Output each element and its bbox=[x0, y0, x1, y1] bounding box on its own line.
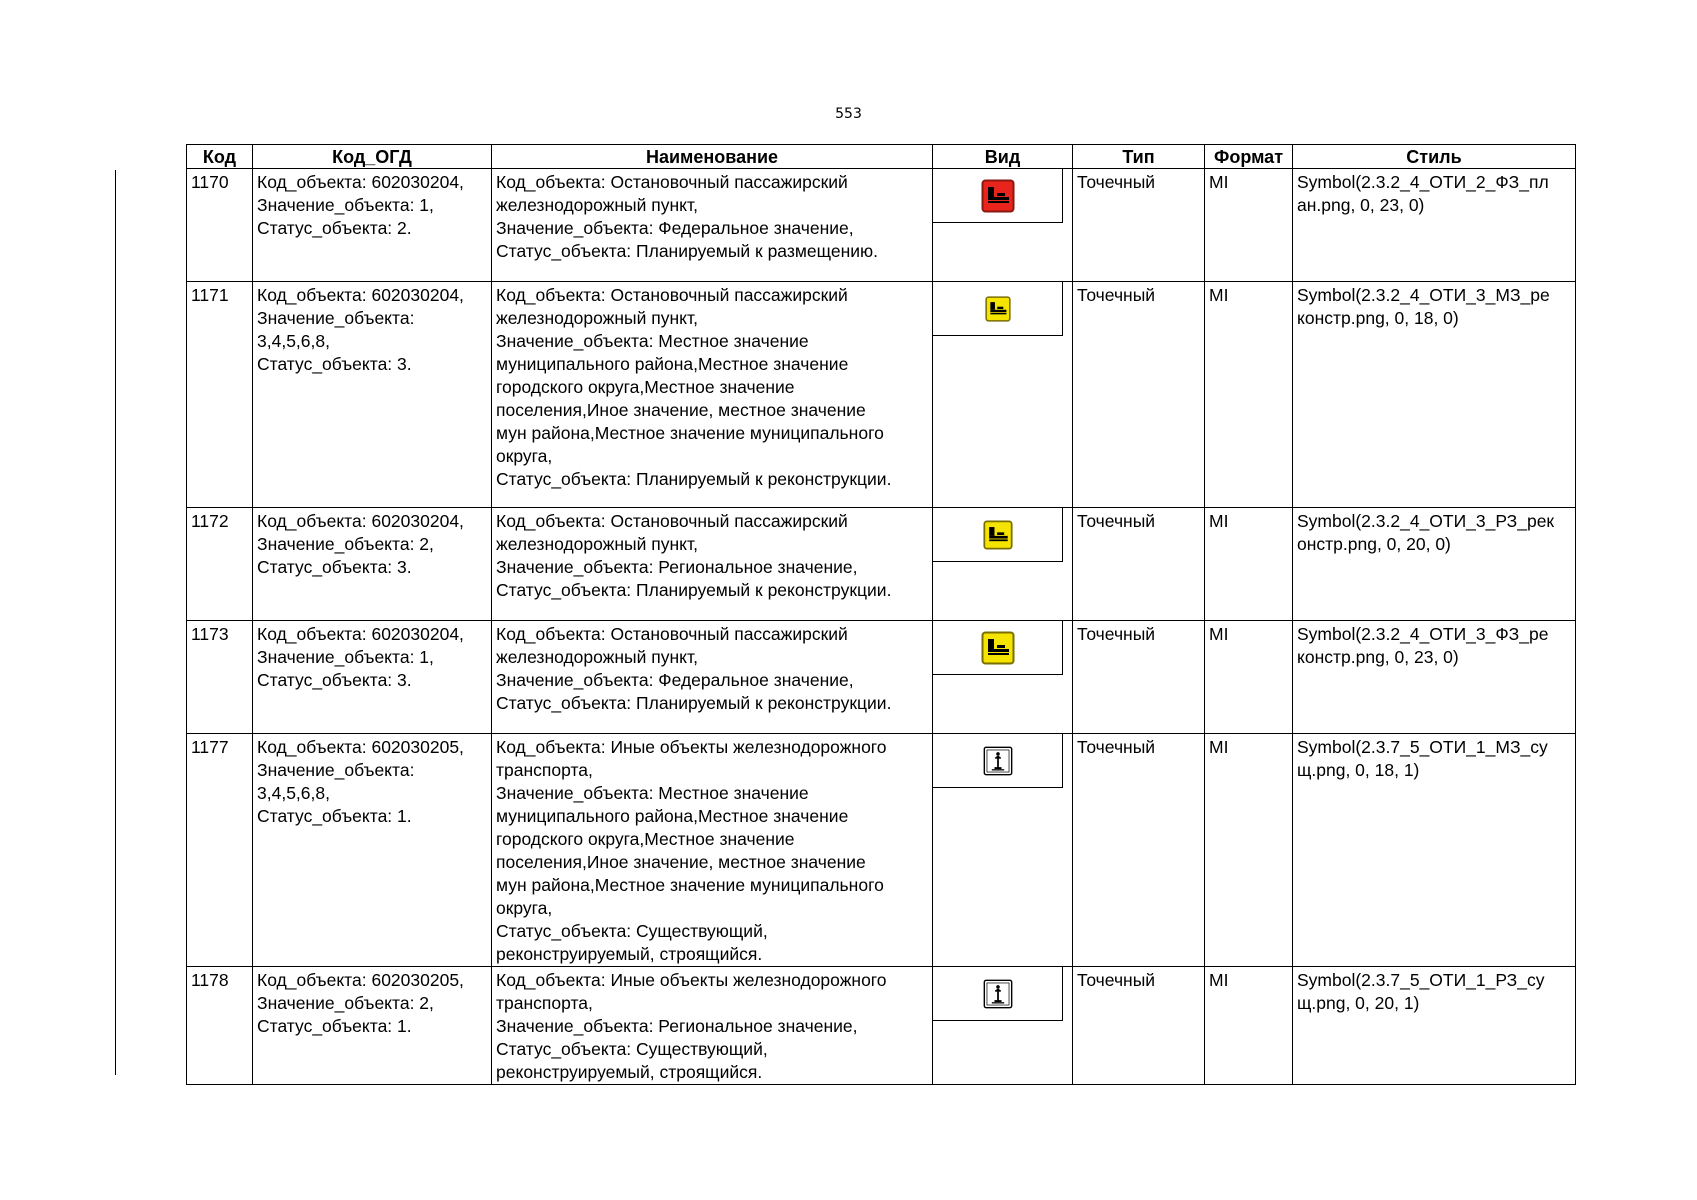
railway-other-object-icon bbox=[983, 746, 1013, 776]
railway-stop-yellow-large-icon bbox=[981, 631, 1015, 665]
cell-style: Symbol(2.3.2_4_ОТИ_3_РЗ_рек онстр.png, 0, 20, 0) bbox=[1293, 508, 1576, 621]
symbol-preview-frame bbox=[933, 282, 1063, 336]
table-row bbox=[187, 967, 1576, 1085]
cell-format: MI bbox=[1205, 967, 1293, 1085]
header-ogd: Код_ОГД bbox=[253, 145, 492, 169]
cell-name: Код_объекта: Остановочный пассажирский железнодорожный пункт, Значение_объекта: Федеральное значение, Статус_объекта: Планируемый к размещению. bbox=[492, 169, 933, 282]
header-style: Стиль bbox=[1293, 145, 1576, 169]
symbol-preview-frame bbox=[933, 508, 1063, 562]
cell-ogd: Код_объекта: 602030204, Значение_объекта: 3,4,5,6,8, Статус_объекта: 3. bbox=[253, 282, 492, 508]
railway-other-object-icon bbox=[983, 979, 1013, 1009]
cell-name: Код_объекта: Иные объекты железнодорожного транспорта, Значение_объекта: Местное значение муниципального района,Местное значение городского округа,Местное значение поселения,Иное значение, местное значение мун района,Местное значение муниципального округа, Статус_объекта: Существующий, реконструируемый, строящийся. bbox=[492, 734, 933, 967]
cell-style: Symbol(2.3.2_4_ОТИ_3_МЗ_ре констр.png, 0, 18, 0) bbox=[1293, 282, 1576, 508]
header-code: Код bbox=[187, 145, 253, 169]
cell-ogd: Код_объекта: 602030204, Значение_объекта: 1, Статус_объекта: 3. bbox=[253, 621, 492, 734]
cell-code: 1173 bbox=[187, 621, 253, 734]
cell-code: 1172 bbox=[187, 508, 253, 621]
table-row bbox=[187, 282, 1576, 508]
cell-name: Код_объекта: Остановочный пассажирский железнодорожный пункт, Значение_объекта: Федеральное значение, Статус_объекта: Планируемый к реконструкции. bbox=[492, 621, 933, 734]
cell-name: Код_объекта: Остановочный пассажирский железнодорожный пункт, Значение_объекта: Местное значение муниципального района,Местное значение городского округа,Местное значение поселения,Иное значение, местное значение мун района,Местное значение муниципального округа, Статус_объекта: Планируемый к реконструкции. bbox=[492, 282, 933, 508]
cell-format: MI bbox=[1205, 169, 1293, 282]
table-row bbox=[187, 508, 1576, 621]
cell-code: 1171 bbox=[187, 282, 253, 508]
page-number: 553 bbox=[835, 106, 862, 122]
cell-format: MI bbox=[1205, 508, 1293, 621]
railway-stop-red-icon bbox=[981, 179, 1015, 213]
cell-vid bbox=[933, 508, 1073, 621]
cell-code: 1177 bbox=[187, 734, 253, 967]
railway-stop-yellow-small-icon bbox=[985, 296, 1011, 322]
cell-ogd: Код_объекта: 602030205, Значение_объекта: 2, Статус_объекта: 1. bbox=[253, 967, 492, 1085]
cell-format: MI bbox=[1205, 282, 1293, 508]
cell-ogd: Код_объекта: 602030204, Значение_объекта: 1, Статус_объекта: 2. bbox=[253, 169, 492, 282]
table-header-row bbox=[187, 145, 1576, 169]
cell-type: Точечный bbox=[1073, 621, 1205, 734]
cell-vid bbox=[933, 282, 1073, 508]
header-type: Тип bbox=[1073, 145, 1205, 169]
cell-ogd: Код_объекта: 602030205, Значение_объекта: 3,4,5,6,8, Статус_объекта: 1. bbox=[253, 734, 492, 967]
cell-style: Symbol(2.3.2_4_ОТИ_3_ФЗ_ре констр.png, 0, 23, 0) bbox=[1293, 621, 1576, 734]
cell-code: 1178 bbox=[187, 967, 253, 1085]
cell-type: Точечный bbox=[1073, 282, 1205, 508]
table-row bbox=[187, 169, 1576, 282]
cell-type: Точечный bbox=[1073, 169, 1205, 282]
symbol-preview-frame bbox=[933, 169, 1063, 223]
cell-vid bbox=[933, 621, 1073, 734]
cell-name: Код_объекта: Иные объекты железнодорожного транспорта, Значение_объекта: Региональное значение, Статус_объекта: Существующий, реконструируемый, строящийся. bbox=[492, 967, 933, 1085]
cell-type: Точечный bbox=[1073, 508, 1205, 621]
cell-format: MI bbox=[1205, 621, 1293, 734]
cell-vid bbox=[933, 734, 1073, 967]
cell-type: Точечный bbox=[1073, 967, 1205, 1085]
margin-line bbox=[115, 170, 116, 1075]
cell-style: Symbol(2.3.7_5_ОТИ_1_РЗ_су щ.png, 0, 20, 1) bbox=[1293, 967, 1576, 1085]
header-name: Наименование bbox=[492, 145, 933, 169]
symbol-preview-frame bbox=[933, 967, 1063, 1021]
symbol-preview-frame bbox=[933, 734, 1063, 788]
cell-vid bbox=[933, 169, 1073, 282]
cell-vid bbox=[933, 967, 1073, 1085]
header-vid: Вид bbox=[933, 145, 1073, 169]
cell-code: 1170 bbox=[187, 169, 253, 282]
railway-stop-yellow-icon bbox=[983, 520, 1013, 550]
cell-format: MI bbox=[1205, 734, 1293, 967]
header-format: Формат bbox=[1205, 145, 1293, 169]
cell-name: Код_объекта: Остановочный пассажирский железнодорожный пункт, Значение_объекта: Региональное значение, Статус_объекта: Планируемый к реконструкции. bbox=[492, 508, 933, 621]
cell-style: Symbol(2.3.7_5_ОТИ_1_МЗ_су щ.png, 0, 18, 1) bbox=[1293, 734, 1576, 967]
table-row bbox=[187, 621, 1576, 734]
cell-type: Точечный bbox=[1073, 734, 1205, 967]
symbol-registry-table bbox=[186, 144, 1576, 1085]
symbol-preview-frame bbox=[933, 621, 1063, 675]
cell-style: Symbol(2.3.2_4_ОТИ_2_ФЗ_пл ан.png, 0, 23, 0) bbox=[1293, 169, 1576, 282]
table-row bbox=[187, 734, 1576, 967]
cell-ogd: Код_объекта: 602030204, Значение_объекта: 2, Статус_объекта: 3. bbox=[253, 508, 492, 621]
